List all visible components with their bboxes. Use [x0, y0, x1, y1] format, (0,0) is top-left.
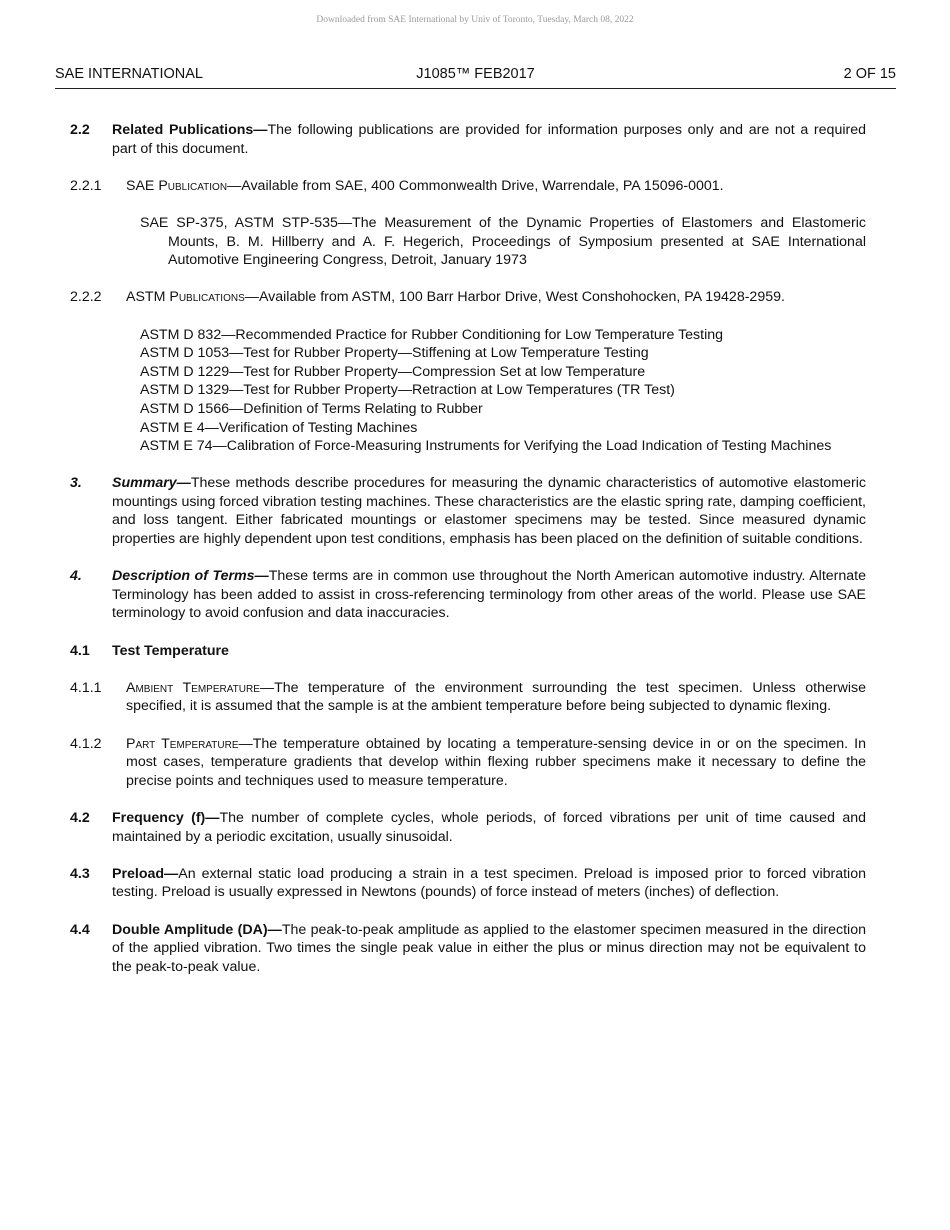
section-4-1-1 — [70, 679, 866, 716]
section-number: 4.1 — [70, 642, 90, 659]
download-watermark: Downloaded from SAE International by Univ of Toronto, Tuesday, March 08, 2022 — [316, 15, 634, 25]
section-3 — [70, 474, 866, 548]
section-title: ASTM Publications — [126, 289, 245, 306]
section-text: These methods describe procedures for measuring the dynamic characteristics of automotive elastomeric mountings using forced vibration testing machines. These characteristics are the elastic spring rate, damping coefficient, and loss tangent. Either fabricated mountings or elastomer specimens may be tested. Since measured dynamic properties are highly dependent upon test conditions, emphasis has been placed on the definition of suitable conditions. — [112, 475, 866, 548]
astm-reference-list — [140, 326, 866, 456]
astm-reference: ASTM D 1229—Test for Rubber Property—Compression Set at low Temperature — [140, 363, 646, 380]
sae-reference: SAE SP-375, ASTM STP-535—The Measurement of the Dynamic Properties of Elastomers and Elastomeric Mounts, B. M. Hillberry and A. F. Hegerich, Proceedings of Symposium presented at SAE International Automotive Engineering Congress, Detroit, January 1973 — [140, 214, 866, 269]
section-text: These terms are in common use throughout the North American automotive industry. Alternate Terminology has been added to assist in cross-referencing terminology from other areas of the world. Please use SAE terminology to avoid confusion and data inaccuracies. — [112, 568, 866, 622]
section-text: The following publications are provided for information purposes only and are not a required part of this document. — [112, 122, 866, 157]
section-2-2-2 — [70, 288, 866, 307]
section-4-4 — [70, 921, 866, 977]
section-2-2-1 — [70, 177, 866, 196]
section-4-3 — [70, 865, 866, 902]
section-4-2 — [70, 809, 866, 846]
document-body — [70, 121, 866, 995]
section-number: 2.2.1 — [70, 177, 102, 194]
section-text: —The temperature obtained by locating a temperature-sensing device in or on the specimen. In most cases, temperature gradients that develop within flexing rubber specimens make it necessary to define the precise points and techniques used to measure temperature. — [126, 735, 866, 789]
section-title: Description of Terms— — [112, 568, 269, 585]
section-number: 2.2.2 — [70, 289, 102, 306]
astm-reference: ASTM D 1053—Test for Rubber Property—Stiffening at Low Temperature Testing — [140, 345, 649, 362]
section-4 — [70, 567, 866, 623]
section-4-1-2 — [70, 735, 866, 791]
section-2-2 — [70, 121, 866, 158]
section-title: Ambient Temperature — [126, 679, 260, 696]
section-text: An external static load producing a strain in a test specimen. Preload is imposed prior to forced vibration testing. Preload is usually expressed in Newtons (pounds) of force instead of meters (inches) of deflection. — [112, 865, 866, 901]
section-number: 4.4 — [70, 921, 90, 938]
section-title: Test Temperature — [112, 642, 229, 659]
section-number: 2.2 — [70, 122, 90, 138]
page-header — [55, 66, 896, 89]
section-text: —Available from SAE, 400 Commonwealth Drive, Warrendale, PA 15096-0001. — [227, 177, 724, 194]
section-title: Part Temperature — [126, 735, 239, 752]
section-title: SAE Publication — [126, 177, 228, 194]
header-organization: SAE INTERNATIONAL — [55, 66, 203, 82]
section-number: 3. — [70, 475, 82, 492]
astm-reference: ASTM D 832—Recommended Practice for Rubber Conditioning for Low Temperature Testing — [140, 326, 724, 343]
header-document-id: J1085™ FEB2017 — [416, 66, 535, 82]
section-number: 4.1.2 — [70, 735, 102, 752]
section-title: Frequency (f)— — [112, 809, 220, 826]
section-text: —Available from ASTM, 100 Barr Harbor Drive, West Conshohocken, PA 19428-2959. — [244, 289, 785, 306]
section-title: Preload— — [112, 865, 179, 882]
section-title: Related Publications— — [112, 122, 268, 138]
section-text: The number of complete cycles, whole periods, of forced vibrations per unit of time caused and maintained by a periodic excitation, usually sinusoidal. — [112, 809, 866, 845]
section-number: 4.1.1 — [70, 679, 102, 696]
astm-reference: ASTM D 1329—Test for Rubber Property—Retraction at Low Temperatures (TR Test) — [140, 382, 675, 399]
header-page-number: 2 OF 15 — [843, 66, 896, 82]
section-text: —The temperature of the environment surrounding the test specimen. Unless otherwise specified, it is assumed that the sample is at the ambient temperature before being subjected to dynamic flexing. — [126, 679, 866, 715]
astm-reference: ASTM D 1566—Definition of Terms Relating to Rubber — [140, 400, 483, 417]
section-title: Double Amplitude (DA)— — [112, 921, 282, 938]
astm-reference: ASTM E 74—Calibration of Force-Measuring Instruments for Verifying the Load Indication of Testing Machines — [140, 438, 832, 455]
section-4-1 — [70, 642, 866, 661]
section-text: The peak-to-peak amplitude as applied to the elastomer specimen measured in the direction of the applied vibration. Two times the single peak value in either the plus or minus direction may not be equivalent to the peak-to-peak value. — [112, 921, 866, 975]
section-title: Summary— — [112, 475, 191, 492]
astm-reference: ASTM E 4—Verification of Testing Machines — [140, 419, 418, 436]
section-number: 4.2 — [70, 809, 90, 826]
section-number: 4. — [70, 568, 82, 585]
section-number: 4.3 — [70, 865, 90, 882]
